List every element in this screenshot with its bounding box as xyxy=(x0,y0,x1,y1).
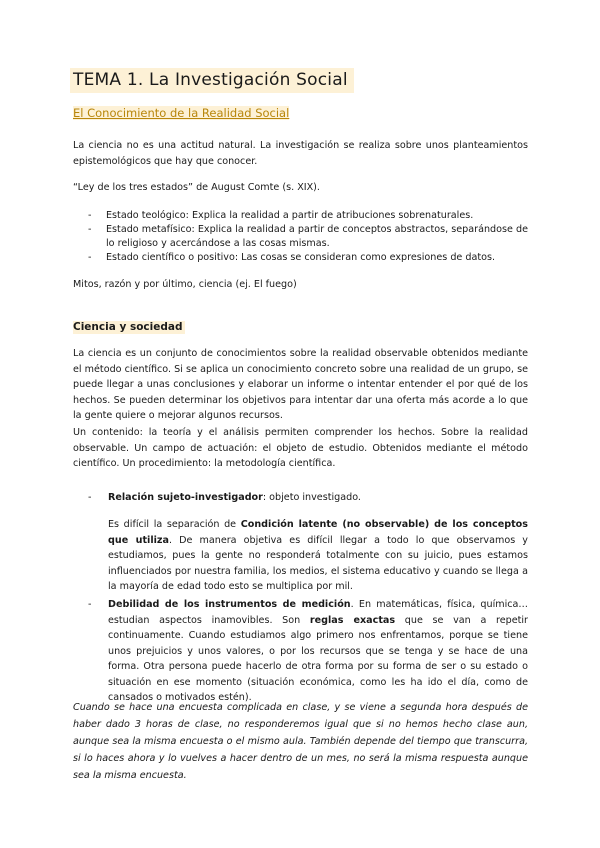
page-title: TEMA 1. La Investigación Social xyxy=(70,68,354,93)
debilidad-text2: que se van a repetir continuamente. Cuando estudiamos algo primero nos enfrentamos, porque se tiene unos prejuicios y unos valores, o por los recursos que se tenga y se hace de una forma. Otra persona puede hacerlo de otra forma por su forma de ser o su estado o situación en ese momento (situación económica, como les ha ido el día, como de cansados o motivados estén). xyxy=(108,614,529,703)
comte-paragraph: “Ley de los tres estados” de August Comte (s. XIX). xyxy=(73,182,320,193)
relacion-label: Relación sujeto-investigador xyxy=(108,492,263,503)
closing-paragraph: Cuando se hace una encuesta complicada en clase, y se viene a segunda hora después de haber dado 3 horas de clase, no responderemos igual que si no hemos hecho clase aun, aunque sea la misma encuesta o el mismo aula. También depende del tiempo que transcurra, si lo haces ahora y lo vuelves a hacer dentro de un mes, no será la misma respuesta aunque sea la misma encuesta. xyxy=(73,702,528,781)
relacion-detail xyxy=(88,517,528,595)
debilidad-bold: reglas exactas xyxy=(309,614,396,626)
bullet-dash: - xyxy=(88,599,92,610)
contenido-paragraph: Un contenido: la teoría y el análisis permiten comprender los hechos. Sobre la realidad observable. Un campo de actuación: el objeto de estudio. Obtenidos mediante el método científico. Un procedimiento: la metodología científica. xyxy=(73,427,528,469)
relacion-rest: : objeto investigado. xyxy=(262,492,361,503)
mitos-paragraph: Mitos, razón y por último, ciencia (ej. El fuego) xyxy=(73,279,297,290)
list-item-text: Estado metafísico: Explica la realidad a partir de conceptos abstractos, separándose de lo religioso y acercándose a las cosas mismas. xyxy=(106,224,528,249)
list-item xyxy=(88,209,528,223)
bullet-dash: - xyxy=(88,252,92,263)
bullet-dash: - xyxy=(88,210,92,221)
relacion-detail-post: . De manera objetiva es difícil llegar a todo lo que observamos y estudiamos, pues la gente no responderá totalmente con su juicio, pues estamos influenciados por nuestra familia, los medios, el sistema educativo y cuando se llega a la mayoría de edad todo esto se multiplica por mil. xyxy=(108,534,528,592)
relacion-detail-bold: Condición latente (no observable) de los conceptos que utiliza xyxy=(108,519,528,546)
relacion-item xyxy=(88,490,528,506)
list-item-text: Estado científico o positivo: Las cosas se consideran como expresiones de datos. xyxy=(106,252,496,263)
relacion-detail-pre: Es difícil la separación de xyxy=(108,519,241,530)
list-item xyxy=(88,223,528,251)
bullet-dash: - xyxy=(88,492,92,503)
section-subtitle: El Conocimiento de la Realidad Social xyxy=(73,106,290,120)
bullet-dash: - xyxy=(88,224,92,235)
section-heading: Ciencia y sociedad xyxy=(73,321,183,333)
debilidad-text1: . En matemáticas, física, química… estudian aspectos inamovibles. Son xyxy=(108,599,528,626)
debilidad-item xyxy=(88,597,528,706)
debilidad-label: Debilidad de los instrumentos de medición xyxy=(108,599,351,610)
estados-list xyxy=(88,209,528,265)
ciencia-paragraph: La ciencia es un conjunto de conocimientos sobre la realidad observable obtenidos mediante el método científico. Si se aplica un conocimiento concreto sobre una realidad de un grupo, se puede llegar a unas conclusiones y elaborar un informe o intentar entender el por qué de los hechos. Se pueden determinar los objetivos para intentar dar una oferta más acorde a lo que la gente quiere o mejorar algunos recursos. xyxy=(73,348,528,421)
intro-paragraph: La ciencia no es una actitud natural. La investigación se realiza sobre unos planteamientos epistemológicos que hay que conocer. xyxy=(73,140,528,167)
list-item-text: Estado teológico: Explica la realidad a partir de atribuciones sobrenaturales. xyxy=(106,210,474,221)
list-item xyxy=(88,251,528,265)
